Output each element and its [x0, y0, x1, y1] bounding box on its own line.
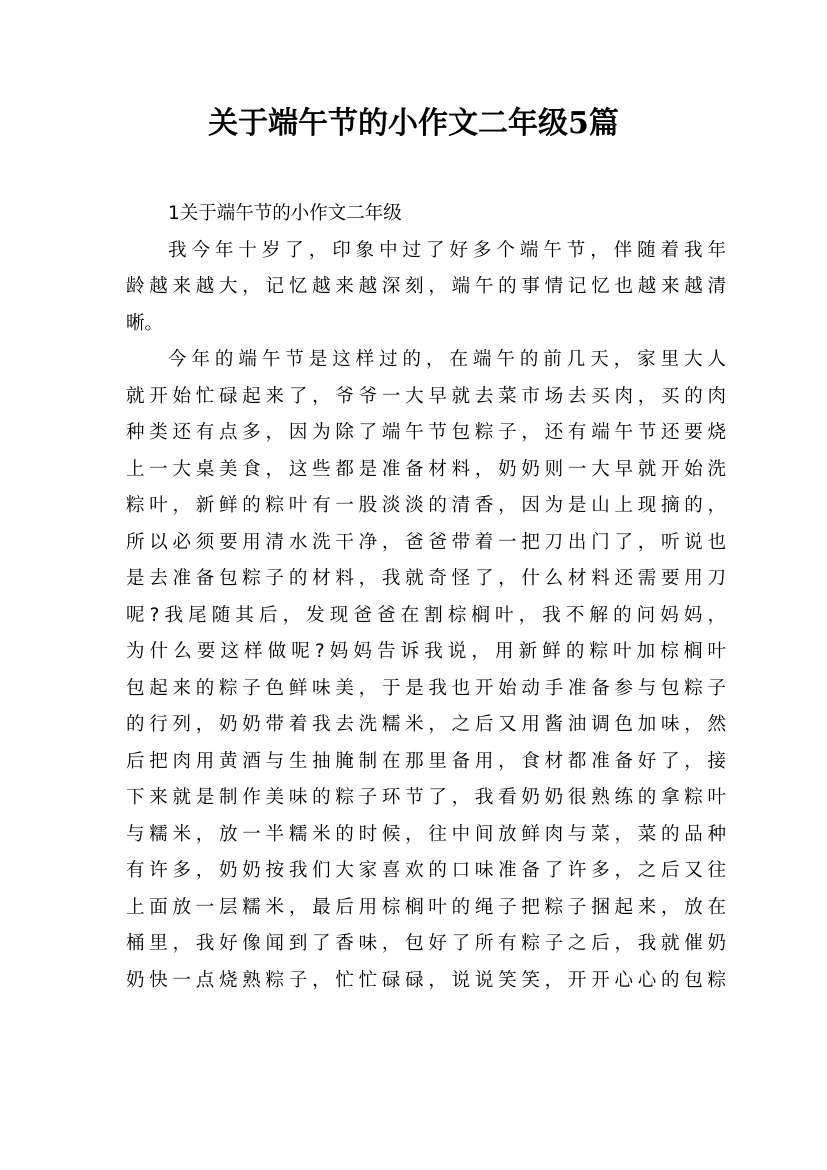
paragraph-2-line: 后把肉用黄酒与生抽腌制在那里备用，食材都准备好了，接	[126, 750, 726, 772]
paragraph-2-line: 种类还有点多，因为除了端午节包粽子，还有端午节还要烧	[126, 422, 726, 443]
section-heading: 1关于端午节的小作文二年级	[168, 203, 402, 224]
paragraph-2-line: 上面放一层糯米，最后用棕榈叶的绳子把粽子捆起来，放在	[126, 896, 726, 918]
document-title: 关于端午节的小作文二年级5篇	[208, 106, 619, 141]
paragraph-2-line: 奶快一点烧熟粽子，忙忙碌碌，说说笑笑，开开心心的包粽	[126, 969, 726, 991]
paragraph-2-line: 的行列，奶奶带着我去洗糯米，之后又用酱油调色加味，然	[126, 714, 726, 735]
paragraph-1-line: 晰。	[126, 312, 164, 334]
paragraph-1-line: 龄越来越大，记忆越来越深刻，端午的事情记忆也越来越清	[126, 276, 726, 297]
paragraph-2-line: 今年的端午节是这样过的，在端午的前几天，家里大人	[168, 349, 726, 370]
paragraph-1-line: 我今年十岁了，印象中过了好多个端午节，伴随着我年	[168, 239, 726, 261]
paragraph-2-line: 就开始忙碌起来了，爷爷一大早就去菜市场去买肉，买的肉	[126, 385, 726, 407]
paragraph-2-line: 是去准备包粽子的材料，我就奇怪了，什么材料还需要用刀	[126, 568, 726, 589]
paragraph-2-line: 呢?我尾随其后，发现爸爸在割棕榈叶，我不解的问妈妈，	[126, 604, 726, 626]
paragraph-2-line: 包起来的粽子色鲜味美，于是我也开始动手准备参与包粽子	[126, 677, 726, 699]
paragraph-2-line: 桶里，我好像闻到了香味，包好了所有粽子之后，我就催奶	[126, 933, 726, 954]
paragraph-2-line: 有许多，奶奶按我们大家喜欢的口味准备了许多，之后又往	[126, 860, 726, 881]
paragraph-2-line: 所以必须要用清水洗干净，爸爸带着一把刀出门了，听说也	[126, 531, 726, 553]
paragraph-2-line: 为什么要这样做呢?妈妈告诉我说，用新鲜的粽叶加棕榈叶	[126, 641, 726, 662]
paragraph-2-line: 下来就是制作美味的粽子环节了，我看奶奶很熟练的拿粽叶	[126, 787, 726, 808]
paragraph-2-line: 粽叶，新鲜的粽叶有一股淡淡的清香，因为是山上现摘的，	[126, 495, 726, 516]
document-body	[126, 196, 726, 999]
paragraph-2-line: 上一大桌美食，这些都是准备材料，奶奶则一大早就开始洗	[126, 458, 726, 480]
paragraph-2-line: 与糯米，放一半糯米的时候，往中间放鲜肉与菜，菜的品种	[126, 823, 726, 845]
